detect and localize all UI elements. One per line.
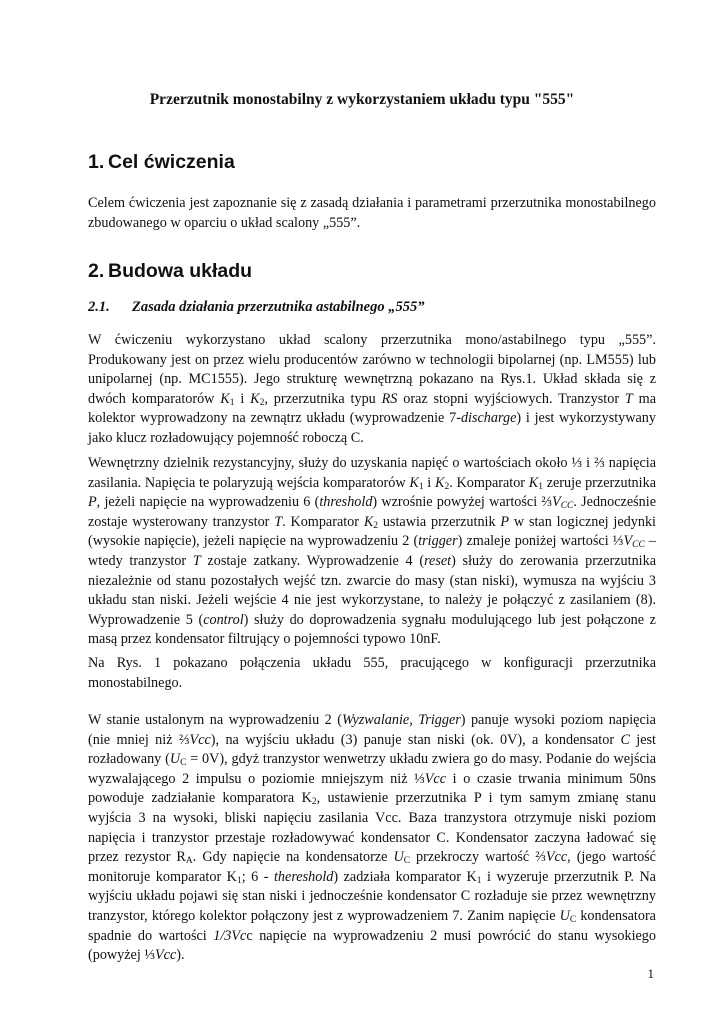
section-heading-1: [88, 151, 235, 174]
paragraph-steady-state: [88, 711, 656, 966]
paragraph-ic-description: [88, 331, 656, 449]
paragraph-aim: [88, 194, 656, 233]
document-title: Przerzutnik monostabilny z wykorzystaniem układu typu "555": [149, 91, 575, 108]
paragraph-text: Wewnętrzny dzielnik rezystancyjny, służy do uzyskania napięć o wartościach około ⅓ i ⅔ napięcia zasilania. Napięcia te polaryzują wejścia komparatorów $K_1$ i $K_2$. Komparator $K_1$ zeruje przerzutnika P, jeżeli napięcie na wyprowadzeniu 6 (threshold) wzrośnie powyżej wartości $\frac{2}{3}V_{CC}$. Jednocześnie zostaje wysterowany tranzystor T. Komparator $K_2$ ustawia przerzutnik P w stan logicznej jedynki (wysokie napięcie), jeżeli napięcie na wyprowadzeniu 2 (trigger) zmaleje poniżej wartości $\frac{1}{3}V_{CC}$ – wtedy tranzystor T zostaje zatkany. Wyprowadzenie 4 (reset) służy do zerowania przerzutnika niezależnie od stanu pozostałych wejść tzn. zwarcie do masy (stan niski), wymusza na wyjściu 3 układu stan niski. Jeżeli wejście 4 nie jest wykorzystane, to należy je połączyć z zasilaniem (8). Wyprowadzenie 5 (control) służy do doprowadzenia sygnału modulującego lub jest połączone z masą przez kondensator filtrujący o pojemności typowo 10nF.: [88, 455, 657, 648]
section-title: Budowa układu: [108, 260, 253, 282]
section-heading-2: [88, 260, 252, 283]
section-number: 1.: [88, 151, 105, 173]
page-number: 1: [647, 966, 654, 981]
paragraph-text: W ćwiczeniu wykorzystano układ scalony przerzutnika mono/astabilnego typu „555”. Produkowany jest on przez wielu producentów zarówno w technologii bipolarnej (np. LM555) lub unipolarnej (np. MC1555). Jego strukturę wewnętrzną pokazano na Rys.1. Układ składa się z dwóch komparatorów $K_1$ i $K_2$, przerzutnika typu RS oraz stopni wyjściowych. Tranzystor T ma kolektor wyprowadzony na zewnątrz układu (wyprowadzenie 7-discharge) i jest wykorzystywany jako klucz rozładowujący pojemność roboczą C.: [88, 332, 656, 446]
paragraph-voltage-divider: [88, 454, 656, 650]
subsection-heading-2-1: [88, 299, 424, 316]
subsection-title: Zasada działania przerzutnika astabilnego „555”: [132, 299, 425, 315]
paragraph-text: Na Rys. 1 pokazano połączenia układu 555, pracującego w konfiguracji przerzutnika monostabilnego.: [88, 655, 656, 691]
section-title: Cel ćwiczenia: [108, 151, 235, 173]
section-number: 2.: [88, 260, 105, 282]
paragraph-text: Celem ćwiczenia jest zapoznanie się z zasadą działania i parametrami przerzutnika monostabilnego zbudowanego w oparciu o układ scalony „555”.: [88, 195, 656, 231]
paragraph-text: W stanie ustalonym na wyprowadzeniu 2 (Wyzwalanie, Trigger) panuje wysoki poziom napięcia (nie mniej niż ⅔Vcc), na wyjściu układu (3) panuje stan niski (ok. 0V), a kondensator C jest rozładowany $(U_C = 0V)$, gdyż tranzystor wenwetrzy układu zwiera go do masy. Podanie do wejścia wyzwalającego 2 impulsu o poziomie mniejszym niż ⅓Vcc i o czasie trwania minimum 50ns powoduje zadziałanie komparatora $K_2$, ustawienie przerzutnika P i tym samym zmianę stanu wyjścia 3 na wysoki, bliski napięciu zasilania Vcc. Baza tranzystora otrzymuje niski poziom napięcia i tranzystor przestaje rozładowywać kondensator C. Kondensator zaczyna ładować się przez rezystor $R_A$. Gdy napięcie na kondensatorze $U_C$ przekroczy wartość ⅔Vcc, (jego wartość monitoruje komparator $K_1$; 6 - thereshold) zadziała komparator $K_1$ i wyzeruje przerzutnik P. Na wyjściu układu pojawi się stan niski i jednocześnie kondensator C rozładuje sie przez wewnętrzny tranzystor, którego kolektor połączony jest z wyprowadzeniem 7. Zanim napięcie $U_C$ kondensatora spadnie do wartości 1/3Vcc napięcie na wyprowadzeniu 2 musi powrócić do stanu wysokiego (powyżej ⅓Vcc).: [88, 712, 657, 964]
subsection-number: 2.1.: [88, 299, 110, 315]
paragraph-figure-reference: [88, 654, 656, 693]
